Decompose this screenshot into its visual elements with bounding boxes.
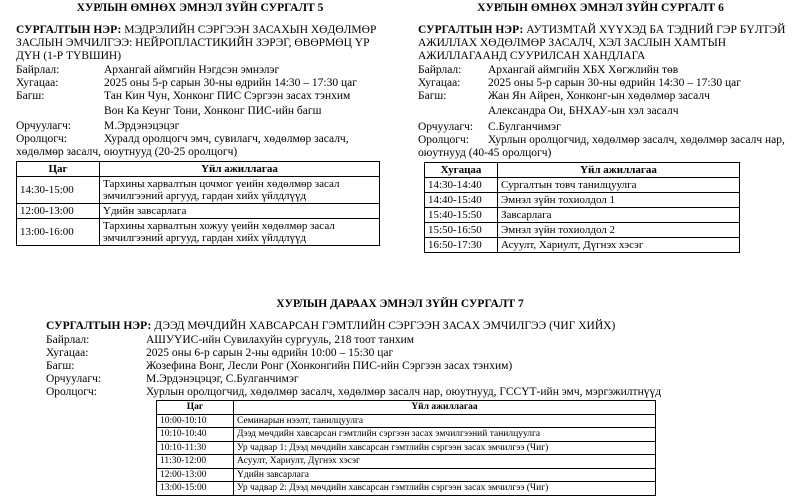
course-name-value: ДЭЭД МӨЧДИЙН ХАВСАРСАН ГЭМТЛИЙН СЭРГЭЭН ЗАСАХ ЭМЧИЛГЭЭ (ЧИГ ХИЙХ) (154, 320, 616, 332)
translator-row (16, 120, 386, 133)
venue-label: Байрлал: (418, 64, 462, 76)
time-value: 2025 оны 6-р сарын 2-ны өдрийн 10:00 – 15:30 цаг (146, 347, 394, 359)
table-row (425, 223, 740, 238)
venue-value: АШУҮИС-ийн Сувилахуйн сургууль, 218 тоот танхим (146, 334, 415, 346)
course-name (46, 320, 766, 333)
translator-row (418, 121, 790, 134)
row-time: 10:00-10:10 (157, 414, 234, 428)
participants-value: Хурлын оролцогчид, хөдөлмөр засалч, хөдөлмөр засалч нар, оюутнууд, ГССҮТ-ийн эмч, мэргэжилтнүүд (146, 386, 662, 398)
participants-row (418, 134, 790, 160)
teacher-value: Жан Ян Айрен, Хонконг-ын хөдөлмөр засалч (488, 90, 710, 102)
course-name-label: СУРГАЛТЫН НЭР: (46, 320, 152, 332)
teacher-label: Багш: (418, 90, 447, 102)
row-activity: Тархины харвалтын хожуу үеийн хөдөлмөр засал эмчилгээний аргууд, гардан хийх үйлдлүүд (100, 219, 380, 246)
teacher-value-2: Александра Ои, БНХАУ-ын хэл засалч (488, 105, 679, 117)
table-row (157, 441, 656, 455)
row-time: 14:30-14:40 (425, 178, 498, 193)
teacher-value: Жозефина Вонг, Лесли Ронг (Хонконгийн ПИС-ийн Сэргээн засах тэнхим) (146, 360, 513, 372)
time-value: 2025 оны 5-р сарын 30-ны өдрийн 14:30 – 17:30 цаг (104, 77, 357, 89)
table-row (17, 177, 380, 204)
table-row (157, 414, 656, 428)
teacher-label: Багш: (46, 360, 75, 372)
table-row (17, 204, 380, 219)
translator-value: М.Эрдэнэцэцэг (104, 120, 180, 132)
row-activity: Дээд мөчдийн хавсарсан гэмтлийн сэргээн засах эмчилгээний танилцуулга (234, 428, 656, 442)
schedule-table (156, 400, 656, 496)
translator-label: Орчуулагч: (46, 373, 102, 385)
venue-label: Байрлал: (46, 334, 90, 346)
course-name-label: СУРГАЛТЫН НЭР: (418, 24, 524, 36)
row-time: 11:30-12:00 (157, 455, 234, 469)
row-activity: Үдийн завсарлага (234, 468, 656, 482)
venue-row (16, 64, 386, 77)
participants-label: Оролцогч: (16, 133, 67, 145)
col-time-header: Хугацаа (425, 163, 498, 178)
table-row (17, 219, 380, 246)
row-activity: Сургалтын товч танилцуулга (498, 178, 740, 193)
row-time: 10:10-11:30 (157, 441, 234, 455)
row-time: 15:50-16:50 (425, 223, 498, 238)
time-row (418, 77, 790, 90)
teacher-label: Багш: (16, 90, 45, 102)
time-row (46, 347, 766, 360)
table-row (157, 482, 656, 496)
time-value: 2025 оны 5-р сарын 30-ны өдрийн 14:30 – 17:30 цаг (488, 77, 741, 89)
time-row (16, 77, 386, 90)
teacher-row (46, 360, 766, 373)
col-time-header: Цаг (17, 162, 100, 177)
participants-value: Хурлын оролцогчид, хөдөлмөр засалч, хөдөлмөр засалч нар, оюутнууд (40-45 оролцогч) (418, 134, 785, 159)
time-label: Хугацаа: (46, 347, 89, 359)
row-time: 14:40-15:40 (425, 193, 498, 208)
col-time-header: Цаг (157, 401, 234, 415)
row-activity: Тархины харвалтын цочмог үеийн хөдөлмөр засал эмчилгээний аргууд, гардан хийх үйлдлүүд (100, 177, 380, 204)
row-activity: Эмнэл зүйн тохиолдол 1 (498, 193, 740, 208)
row-activity: Үдийн завсарлага (100, 204, 380, 219)
participants-label: Оролцогч: (418, 134, 469, 146)
col-activity-header: Үйл ажиллагаа (498, 163, 740, 178)
row-time: 13:00-15:00 (157, 482, 234, 496)
translator-value: М.Эрдэнэцэцэг, С.Булганчимэг (146, 373, 299, 385)
venue-row (418, 64, 790, 77)
translator-value: С.Булганчимэг (488, 121, 561, 133)
schedule-table (16, 161, 380, 246)
section-6 (418, 24, 790, 253)
table-row (425, 193, 740, 208)
course-name-value: МЭДРЭЛИЙН СЭРГЭЭН ЗАСАХЫН ХӨДӨЛМӨР ЗАСЛЫН ЭМЧИЛГЭЭ: НЕЙРОПЛАСТИКИЙН ЗЭРЭГ, ӨВӨРМӨЦ ҮР ДҮН (1-Р ТҮВШИН) (16, 24, 377, 62)
table-row (425, 238, 740, 253)
course-name (418, 24, 790, 63)
section-7-title: ХУРЛЫН ДАРААХ ЭМНЭЛ ЗҮЙН СУРГАЛТ 7 (276, 298, 524, 310)
time-label: Хугацаа: (418, 77, 461, 89)
section-5 (16, 24, 386, 246)
row-activity: Ур чадвар 1: Дээд мөчдийн хавсарсан гэмтлийн сэргээн засах эмчилгээ (Чиг) (234, 441, 656, 455)
row-activity: Асуулт, Хариулт, Дүгнэх хэсэг (498, 238, 740, 253)
table-row (157, 428, 656, 442)
row-activity: Семинарын нээлт, танилцуулга (234, 414, 656, 428)
time-label: Хугацаа: (16, 77, 59, 89)
participants-row (16, 133, 386, 159)
translator-label: Орчуулагч: (16, 120, 72, 132)
course-name (16, 24, 386, 63)
course-name-label: СУРГАЛТЫН НЭР: (16, 24, 122, 36)
col-activity-header: Үйл ажиллагаа (100, 162, 380, 177)
row-activity: Ур чадвар 2: Дээд мөчдийн хавсарсан гэмтлийн сэргээн засах эмчилгээ (Чиг) (234, 482, 656, 496)
participants-value: Хуралд оролцогч эмч, сувилагч, хөдөлмөр засалч, хөдөлмөр засалч, оюутнууд (20-25 оролцогч) (16, 133, 349, 158)
row-time: 10:10-10:40 (157, 428, 234, 442)
teacher-value: Тан Кин Чун, Хонконг ПИС Сэргээн засах тэнхим (104, 90, 351, 102)
table-row (157, 468, 656, 482)
row-time: 12:00-13:00 (17, 204, 100, 219)
row-time: 15:40-15:50 (425, 208, 498, 223)
venue-row (46, 334, 766, 347)
row-time: 14:30-15:00 (17, 177, 100, 204)
schedule-table (424, 162, 740, 253)
table-row (425, 208, 740, 223)
col-activity-header: Үйл ажиллагаа (234, 401, 656, 415)
translator-label: Орчуулагч: (418, 121, 474, 133)
venue-value: Архангай аймгийн Нэгдсэн эмнэлэг (104, 64, 280, 76)
row-activity: Завсарлага (498, 208, 740, 223)
teacher-row (418, 90, 790, 103)
row-time: 13:00-16:00 (17, 219, 100, 246)
section-5-title: ХУРЛЫН ӨМНӨХ ЭМНЭЛ ЗҮЙН СУРГАЛТ 5 (76, 2, 324, 14)
row-time: 16:50-17:30 (425, 238, 498, 253)
translator-row (46, 373, 766, 386)
participants-row (46, 386, 766, 399)
section-7 (46, 320, 766, 496)
row-activity: Эмнэл зүйн тохиолдол 2 (498, 223, 740, 238)
row-time: 12:00-13:00 (157, 468, 234, 482)
venue-value: Архангай аймгийн ХБХ Хөгжлийн төв (488, 64, 679, 76)
teacher-value-2: Вон Ка Кеунг Тони, Хонконг ПИС-ийн багш (104, 105, 322, 117)
course-name-value: АУТИЗМТАЙ ХҮҮХЭД БА ТЭДНИЙ ГЭР БҮЛТЭЙ АЖИЛЛАХ ХӨДӨЛМӨР ЗАСАЛЧ, ХЭЛ ЗАСЛЫН ХАМТЫН АЖИЛЛАГААНД СУУРИЛСАН ХАНДЛАГА (418, 24, 786, 62)
section-6-title: ХУРЛЫН ӨМНӨХ ЭМНЭЛ ЗҮЙН СУРГАЛТ 6 (477, 2, 724, 14)
table-row (157, 455, 656, 469)
venue-label: Байрлал: (16, 64, 60, 76)
participants-label: Оролцогч: (46, 386, 97, 398)
table-row (425, 178, 740, 193)
teacher-row (16, 90, 386, 103)
row-activity: Асуулт, Хариулт, Дүгнэх хэсэг (234, 455, 656, 469)
